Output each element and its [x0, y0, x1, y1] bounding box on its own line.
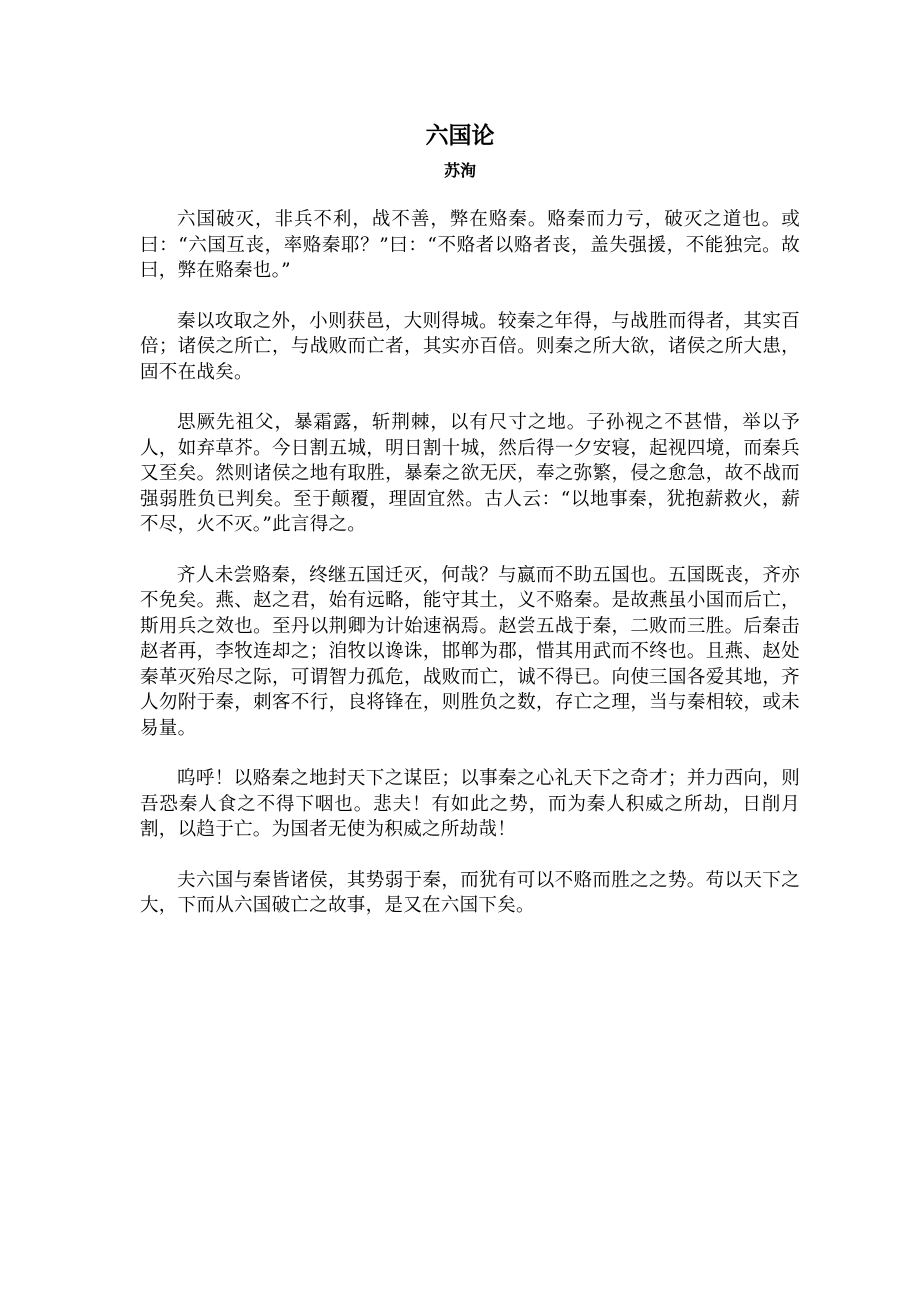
paragraph: 思厥先祖父，暴霜露，斩荆棘，以有尺寸之地。子孙视之不甚惜，举以予人，如弃草芥。今日割五城，明日割十城，然后得一夕安寝，起视四境，而秦兵又至矣。然则诸侯之地有取胜，暴秦之欲无厌，奉之弥繁，侵之愈急，故不战而强弱胜负已判矣。至于颠覆，理固宜然。古人云：“以地事秦，犹抱薪救火，薪不尽，火不灭。”此言得之。 [140, 412, 800, 535]
paragraph: 呜呼！以赂秦之地封天下之谋臣；以事秦之心礼天下之奇才；并力西向，则吾恐秦人食之不得下咽也。悲夫！有如此之势，而为秦人积威之所劫，日削月割，以趋于亡。为国者无使为积威之所劫哉！ [140, 768, 800, 840]
document-author: 苏洵 [443, 161, 476, 180]
document-title: 六国论 [425, 122, 495, 149]
document-body [140, 207, 800, 944]
paragraph: 夫六国与秦皆诸侯，其势弱于秦，而犹有可以不赂而胜之之势。苟以天下之大，下而从六国破亡之故事，是又在六国下矣。 [140, 869, 800, 916]
paragraph: 齐人未尝赂秦，终继五国迁灭，何哉？与嬴而不助五国也。五国既丧，齐亦不免矣。燕、赵之君，始有远略，能守其土，义不赂秦。是故燕虽小国而后亡，斯用兵之效也。至丹以荆卿为计始速祸焉。赵尝五战于秦，二败而三胜。后秦击赵者再，李牧连却之；洎牧以谗诛，邯郸为郡，惜其用武而不终也。且燕、赵处秦革灭殆尽之际，可谓智力孤危，战败而亡，诚不得已。向使三国各爱其地，齐人勿附于秦，刺客不行，良将锋在，则胜负之数，存亡之理，当与秦相较，或未易量。 [140, 564, 800, 739]
paragraph: 秦以攻取之外，小则获邑，大则得城。较秦之年得，与战胜而得者，其实百倍；诸侯之所亡，与战败而亡者，其实亦百倍。则秦之所大欲，诸侯之所大患，固不在战矣。 [140, 310, 800, 383]
paragraph: 六国破灭，非兵不利，战不善，弊在赂秦。赂秦而力亏，破灭之道也。或曰：“六国互丧，率赂秦耶？”曰：“不赂者以赂者丧，盖失强援，不能独完。故曰，弊在赂秦也。” [140, 209, 800, 281]
